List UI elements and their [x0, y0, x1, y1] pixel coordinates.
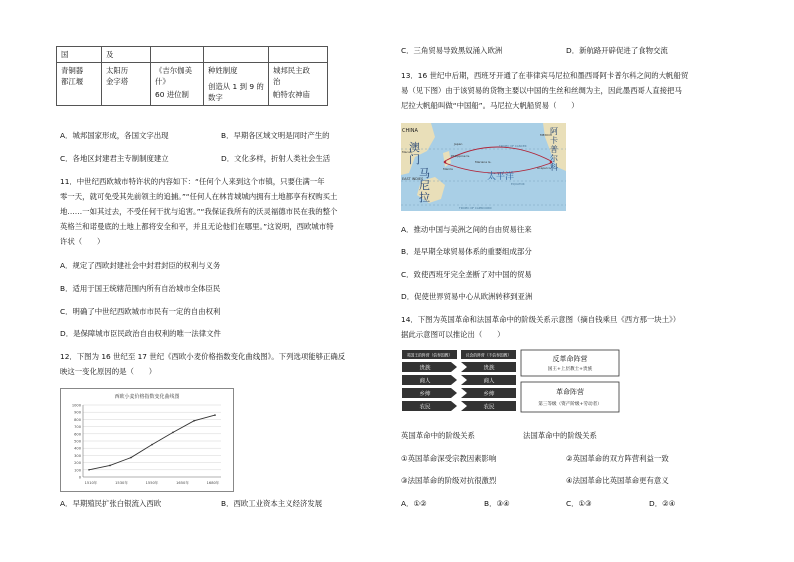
svg-text:商人: 商人: [483, 378, 495, 385]
reaction-camp-title: 反革命阵营: [552, 355, 588, 363]
table-cell: [269, 47, 328, 63]
x-tick-label: 1550年: [145, 481, 159, 485]
q14-stem-line2: 据此示意图可以推论出（ ）: [401, 330, 505, 339]
data-point: [130, 457, 132, 459]
class-row: [402, 375, 516, 385]
q14-statement-4: ④法国革命比英国革命更有意义: [566, 476, 669, 485]
england-parliament-header-label: 议会的阵营（不信奉国教）: [465, 352, 512, 358]
q11-option-b: B．适用于国王统辖范围内所有自治城市全体臣民: [60, 284, 221, 293]
table-cell: [204, 47, 269, 63]
svg-text:贵族: 贵族: [419, 365, 431, 372]
y-tick-label: 500: [74, 439, 81, 444]
x-tick-label: 1680年: [206, 481, 220, 485]
q13-stem-line1: 13．16 世纪中后期，西班牙开通了在菲律宾马尼拉和墨西哥阿卡普尔科之间的大帆船贸: [401, 71, 689, 80]
q13-option-b: B．是早期全球贸易体系的重要组成部分: [401, 247, 532, 256]
price-series-line: [89, 415, 215, 470]
y-tick-label: 800: [74, 417, 81, 422]
diagram-caption-england: 英国革命中的阶级关系: [401, 431, 475, 440]
q13-stem-line3: 尼拉大帆船叫做“中国船”。马尼拉大帆船贸易（ ）: [401, 101, 579, 110]
y-tick-label: 100: [74, 468, 81, 473]
data-point: [151, 444, 153, 446]
map-label-china: CHINA: [402, 128, 418, 134]
q13-option-a: A．推动中国与美洲之间的自由贸易往来: [401, 225, 532, 234]
q11-stem-line5: 许状（ ）: [60, 237, 105, 246]
q10-option-b: B．早期各区域文明是同时产生的: [221, 131, 330, 140]
q14-option-a: A．①②: [401, 499, 427, 508]
reaction-camp-members: 国王+上层教士+贵族: [547, 367, 593, 372]
q14-stem-line1: 14．下图为英国革命和法国革命中的阶级关系示意图（摘自钱乘旦《西方那一块土》）: [401, 315, 681, 324]
q13-option-c: C．致使西班牙完全垄断了对中国的贸易: [401, 270, 532, 279]
table-cell: 国: [57, 47, 102, 63]
q10-option-c: C．各地区封建君主专制制度建立: [60, 154, 169, 163]
wheat-price-chart: [60, 388, 234, 492]
map-label-mariana: Mariana Is.: [475, 160, 492, 164]
map-svg: [401, 123, 566, 211]
table-row: [57, 47, 328, 63]
svg-text:农民: 农民: [483, 404, 495, 411]
map-label-macau: 澳: [409, 141, 420, 154]
svg-text:贵族: 贵族: [483, 365, 495, 372]
q10-option-a: A．城邦国家形成，各国文字出现: [60, 131, 169, 140]
map-label-mexico: MEXICO: [540, 133, 552, 137]
map-label-manila-2: 尼: [419, 179, 430, 192]
y-tick-label: 900: [74, 410, 81, 415]
galleon-trade-map: [401, 123, 566, 211]
class-row: [402, 401, 516, 411]
data-point: [109, 465, 111, 467]
y-tick-label: 600: [74, 432, 81, 437]
revolution-camp-members: 第三等级（资产阶级+劳动者）: [538, 402, 602, 407]
y-tick-label: 0: [78, 475, 81, 480]
q11-option-d: D．是保障城市臣民政治自由权利的唯一法律文件: [60, 329, 221, 338]
map-label-macau-2: 门: [409, 153, 420, 166]
table-row: [57, 63, 328, 106]
map-label-manila-3: 拉: [419, 191, 430, 204]
q11-stem-line3: 地……一如其过去，不受任何干扰与追害。”“我保证我所有的沃灵福德市民在我的整个: [60, 207, 338, 216]
revolution-camp-title: 革命阵营: [556, 388, 584, 396]
data-point: [193, 420, 195, 422]
class-row: [402, 362, 516, 372]
svg-text:农民: 农民: [419, 404, 431, 411]
q11-stem-line1: 11．中世纪西欧城市特许状的内容如下：“任何个人来到这个市镇，只要住满一年: [60, 177, 325, 186]
q12-stem-line2: 映这一变化原因的是（ ）: [60, 367, 157, 376]
q11-stem-line4: 英格兰和诺曼底的土地上都将安全和平，并且无论他们在哪里。”这说明，西欧城市特: [60, 222, 334, 231]
manila-marker: [444, 161, 447, 164]
x-tick-label: 1530年: [115, 481, 128, 485]
map-label-acapulco-en: Acapulco: [537, 166, 551, 170]
revolution-camp-box: [521, 382, 619, 412]
map-label-capricorn: TROPIC OF CAPRICORN: [459, 206, 492, 210]
map-label-pacific: 太平洋: [487, 172, 515, 182]
q14-statement-3: ③法国革命的阶级对抗很激烈: [401, 476, 497, 485]
q12-option-b: B．西欧工业资本主义经济发展: [221, 499, 323, 508]
table-cell: 太阳历 金字塔: [102, 63, 151, 106]
q14-option-c: C．①③: [566, 499, 592, 508]
reaction-camp-box: [521, 350, 619, 376]
map-label-manila: 马: [419, 167, 430, 180]
map-label-acapulco-4: 尔: [550, 154, 558, 163]
q11-option-c: C．明确了中世纪西欧城市市民有一定的自由权利: [60, 307, 221, 316]
map-label-macau-en: Macau: [402, 150, 412, 154]
q14-statement-1: ①英国革命深受宗教因素影响: [401, 454, 497, 463]
table-cell: 及: [102, 47, 151, 63]
class-row: [402, 388, 516, 398]
map-label-acapulco-5: 科: [550, 163, 558, 172]
y-tick-label: 400: [74, 446, 81, 451]
q14-option-d: D．②④: [649, 499, 676, 508]
table-cell: [151, 47, 204, 63]
q12-option-a: A．早期殖民扩张白银流入西欧: [60, 499, 162, 508]
table-cell: 种姓制度 创造从 1 到 9 的 数字: [204, 63, 269, 106]
q11-stem-line2: 零一天，就可免受其先前领主的追捕。”“任何人在林肯城城内拥有土地都享有权购买土: [60, 192, 338, 201]
map-label-philippines: Philippine Is.: [451, 154, 470, 158]
x-tick-label: 1510年: [84, 481, 98, 485]
table-cell: 城邦民主政 治 帕特农神庙: [269, 63, 328, 106]
q10-option-d: D．文化多样，折射人类社会生活: [221, 154, 331, 163]
map-label-manila-en: Manila: [443, 167, 453, 171]
svg-text:商人: 商人: [419, 378, 431, 385]
y-tick-label: 200: [74, 461, 81, 466]
data-point: [214, 414, 216, 416]
y-tick-label: 300: [74, 453, 81, 458]
y-tick-label: 700: [74, 425, 81, 430]
map-label-equator: EQUATOR: [511, 182, 525, 186]
q12-option-c: C．三角贸易导致黑奴涌入欧洲: [401, 46, 503, 55]
x-tick-label: 1650年: [176, 481, 189, 485]
q12-stem-line1: 12．下图为 16 世纪至 17 世纪《西欧小麦价格指数变化曲线图》。下列选项能够正确反: [60, 352, 346, 361]
map-label-east-indies: EAST INDIES: [402, 177, 424, 181]
q13-option-d: D．促使世界贸易中心从欧洲转移到亚洲: [401, 292, 533, 301]
map-label-acapulco: 阿: [550, 127, 558, 136]
table-cell: 《吉尔伽美 什》 60 进位制: [151, 63, 204, 106]
england-king-header-label: 英国王的阵营（信奉国教）: [406, 352, 453, 358]
diagram-svg: [401, 348, 621, 418]
map-label-japan: Japan: [454, 142, 463, 146]
q14-statement-2: ②英国革命的双方阵营利益一致: [566, 454, 669, 463]
chart-svg: [61, 389, 233, 491]
data-point: [172, 432, 174, 434]
q13-stem-line2: 易（见下图）由于该贸易的货物主要以中国的生丝和丝绸为主，因此墨西哥人直接把马: [401, 86, 682, 95]
diagram-caption-france: 法国革命中的阶级关系: [523, 431, 597, 440]
q14-option-b: B．③④: [484, 499, 510, 508]
map-label-acapulco-2: 卡: [550, 136, 558, 145]
q12-option-d: D．新航路开辟促进了食物交流: [566, 46, 668, 55]
q11-option-a: A．规定了西欧封建社会中封君封臣的权利与义务: [60, 261, 221, 270]
civilization-table: [56, 46, 328, 106]
data-point: [88, 469, 90, 471]
class-relation-diagram: [401, 348, 621, 418]
svg-text:乡绅: 乡绅: [419, 391, 431, 398]
table-cell: 青铜器 都江堰: [57, 63, 102, 106]
map-label-cancer: TROPIC OF CANCER: [499, 144, 527, 148]
y-tick-label: 1000: [71, 403, 81, 408]
svg-text:乡绅: 乡绅: [483, 391, 495, 398]
map-label-acapulco-3: 普: [550, 145, 558, 154]
chart-title: 西欧小麦价格指数变化曲线图: [114, 394, 180, 400]
